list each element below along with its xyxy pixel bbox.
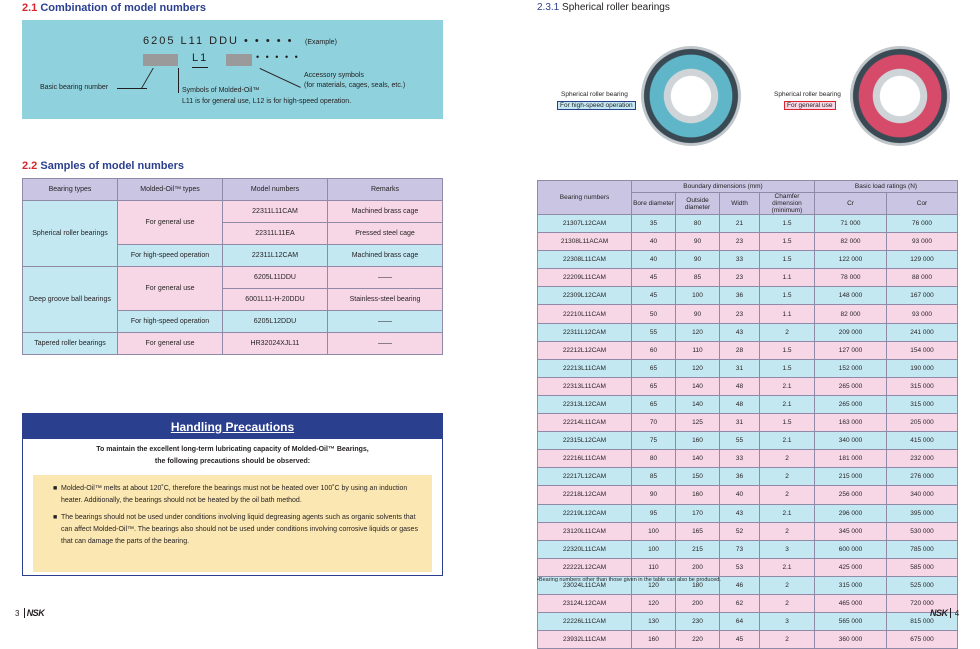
value-cell: 565 000: [815, 613, 887, 631]
image-caption: Spherical roller bearing: [561, 91, 628, 98]
value-cell: 33: [720, 450, 760, 468]
value-cell: 1.5: [760, 287, 815, 305]
l1-code: L1: [192, 52, 209, 64]
remark-cell: ——: [328, 267, 443, 289]
remark-cell: ——: [328, 311, 443, 333]
table-row: [23, 333, 443, 355]
value-cell: 1.5: [760, 233, 815, 251]
value-cell: 2.1: [760, 377, 815, 395]
model-cell: HR32024XJL11: [223, 333, 328, 355]
column-header: Bearing numbers: [538, 181, 632, 215]
bearing-number-cell: 22216L11CAM: [538, 450, 632, 468]
value-cell: 23: [720, 233, 760, 251]
value-cell: 90: [676, 233, 720, 251]
value-cell: 345 000: [815, 522, 887, 540]
value-cell: 28: [720, 341, 760, 359]
oil-type-cell: For high-speed operation: [118, 245, 223, 267]
value-cell: 2: [760, 323, 815, 341]
value-cell: 785 000: [887, 540, 958, 558]
value-cell: 40: [632, 233, 676, 251]
value-cell: 48: [720, 395, 760, 413]
value-cell: 36: [720, 468, 760, 486]
value-cell: 600 000: [815, 540, 887, 558]
value-cell: 80: [676, 215, 720, 233]
model-cell: 22311L11CAM: [223, 201, 328, 223]
handling-header: [23, 414, 442, 439]
value-cell: 31: [720, 414, 760, 432]
value-cell: 2.1: [760, 558, 815, 576]
column-header: Bore diameter: [632, 193, 676, 215]
value-cell: 154 000: [887, 341, 958, 359]
remark-cell: Machined brass cage: [328, 201, 443, 223]
value-cell: 675 000: [887, 631, 958, 649]
column-header: Molded-Oil™ types: [118, 179, 223, 201]
value-cell: 129 000: [887, 251, 958, 269]
value-cell: 150: [676, 468, 720, 486]
bearing-number-cell: 22309L12CAM: [538, 287, 632, 305]
value-cell: 1.1: [760, 269, 815, 287]
bearing-number-cell: 22308L11CAM: [538, 251, 632, 269]
value-cell: 2: [760, 486, 815, 504]
precaution-item: [53, 483, 418, 507]
model-cell: 22311L11EA: [223, 223, 328, 245]
model-cell: 6205L12DDU: [223, 311, 328, 333]
value-cell: 82 000: [815, 233, 887, 251]
table-row: [538, 377, 958, 395]
value-cell: 2: [760, 522, 815, 540]
value-cell: 35: [632, 215, 676, 233]
oil-type-cell: For general use: [118, 333, 223, 355]
value-cell: 90: [632, 486, 676, 504]
value-cell: 50: [632, 305, 676, 323]
value-cell: 23: [720, 305, 760, 323]
table-row: [538, 631, 958, 649]
value-cell: 525 000: [887, 576, 958, 594]
table-row: [538, 486, 958, 504]
value-cell: 296 000: [815, 504, 887, 522]
value-cell: 465 000: [815, 594, 887, 612]
bearing-number-cell: 22209L11CAM: [538, 269, 632, 287]
nsk-logo: NSK: [24, 608, 45, 618]
value-cell: 78 000: [815, 269, 887, 287]
column-header: Boundary dimensions (mm): [632, 181, 815, 193]
value-cell: 1.5: [760, 341, 815, 359]
value-cell: 125: [676, 414, 720, 432]
value-cell: 209 000: [815, 323, 887, 341]
value-cell: 160: [676, 432, 720, 450]
value-cell: 215 000: [815, 468, 887, 486]
precaution-text: Molded-Oil™ melts at about 120˚C, therefore the bearings must not be heated over 100˚C by using an induction heater. Additionally, the bearings should not be heated by the oil bath method.: [61, 485, 408, 504]
value-cell: 256 000: [815, 486, 887, 504]
value-cell: 62: [720, 594, 760, 612]
value-cell: 1.5: [760, 251, 815, 269]
value-cell: 425 000: [815, 558, 887, 576]
value-cell: 65: [632, 377, 676, 395]
value-cell: 70: [632, 414, 676, 432]
image-caption: Spherical roller bearing: [774, 91, 841, 98]
value-cell: 76 000: [887, 215, 958, 233]
bearing-number-cell: 23120L11CAM: [538, 522, 632, 540]
bearing-number-cell: 23932L11CAM: [538, 631, 632, 649]
section-number: 2.2: [22, 160, 38, 172]
value-cell: 1.5: [760, 414, 815, 432]
bearing-number-cell: 22210L11CAM: [538, 305, 632, 323]
table-row: [538, 414, 958, 432]
example-code-line: 6205 L11 DDU • • • • •: [143, 35, 294, 47]
value-cell: 53: [720, 558, 760, 576]
connector-line: [141, 68, 154, 88]
value-cell: 80: [632, 450, 676, 468]
value-cell: 2.1: [760, 504, 815, 522]
value-cell: 100: [632, 540, 676, 558]
precaution-item: [53, 512, 418, 548]
value-cell: 45: [632, 269, 676, 287]
value-cell: 2: [760, 576, 815, 594]
basic-number-placeholder: [143, 54, 178, 66]
table-row: [538, 540, 958, 558]
bearing-number-cell: 23024L11CAM: [538, 576, 632, 594]
value-cell: 90: [676, 251, 720, 269]
value-cell: 276 000: [887, 468, 958, 486]
value-cell: 360 000: [815, 631, 887, 649]
column-header: Basic load ratings (N): [815, 181, 958, 193]
page-number: 4: [954, 609, 960, 618]
value-cell: 2: [760, 594, 815, 612]
column-header: Bearing types: [23, 179, 118, 201]
column-header: Model numbers: [223, 179, 328, 201]
bearing-number-cell: 22217L12CAM: [538, 468, 632, 486]
column-header: Remarks: [328, 179, 443, 201]
bearing-number-cell: 22212L12CAM: [538, 341, 632, 359]
value-cell: 395 000: [887, 504, 958, 522]
nsk-logo: NSK: [930, 608, 951, 618]
value-cell: 82 000: [815, 305, 887, 323]
remark-cell: Pressed steel cage: [328, 223, 443, 245]
value-cell: 65: [632, 395, 676, 413]
value-cell: 110: [676, 341, 720, 359]
value-cell: 148 000: [815, 287, 887, 305]
value-cell: 95: [632, 504, 676, 522]
table-row: [538, 395, 958, 413]
value-cell: 190 000: [887, 359, 958, 377]
value-cell: 36: [720, 287, 760, 305]
value-cell: 71 000: [815, 215, 887, 233]
table-row: [538, 594, 958, 612]
bearing-number-cell: 22313L11CAM: [538, 377, 632, 395]
value-cell: 46: [720, 576, 760, 594]
symbols-label: Symbols of Molded-Oil™: [182, 87, 260, 94]
value-cell: 31: [720, 359, 760, 377]
value-cell: 232 000: [887, 450, 958, 468]
value-cell: 340 000: [815, 432, 887, 450]
table-row: [23, 201, 443, 223]
value-cell: 167 000: [887, 287, 958, 305]
oil-type-cell: For high-speed operation: [118, 311, 223, 333]
table-row: [538, 341, 958, 359]
model-cell: 6205L11DDU: [223, 267, 328, 289]
connector-line: [178, 68, 179, 93]
page-footer-left: [15, 608, 44, 618]
value-cell: 585 000: [887, 558, 958, 576]
image-tag: For general use: [784, 101, 836, 110]
table-row: [538, 305, 958, 323]
value-cell: 415 000: [887, 432, 958, 450]
table-row: [538, 323, 958, 341]
page-number: 3: [15, 609, 20, 618]
value-cell: 3: [760, 613, 815, 631]
table-row: [538, 468, 958, 486]
bearing-number-cell: 22315L12CAM: [538, 432, 632, 450]
value-cell: 152 000: [815, 359, 887, 377]
symbols-sub: L11 is for general use, L12 is for high-speed operation.: [182, 98, 352, 105]
value-cell: 1.1: [760, 305, 815, 323]
value-cell: 73: [720, 540, 760, 558]
handling-title: Handling Precautions: [170, 419, 295, 434]
bearing-number-cell: 22214L11CAM: [538, 414, 632, 432]
bullet-icon: ■: [53, 514, 58, 521]
value-cell: 160: [632, 631, 676, 649]
bearing-type-cell: Deep groove ball bearings: [23, 267, 118, 333]
value-cell: 33: [720, 251, 760, 269]
value-cell: 2: [760, 631, 815, 649]
value-cell: 100: [632, 522, 676, 540]
value-cell: 530 000: [887, 522, 958, 540]
page-footer-right: [930, 608, 959, 618]
section-number: 2.1: [22, 2, 38, 14]
value-cell: 315 000: [815, 576, 887, 594]
bearing-number-cell: 22311L12CAM: [538, 323, 632, 341]
samples-table: [22, 178, 443, 355]
value-cell: 110: [632, 558, 676, 576]
value-cell: 40: [632, 251, 676, 269]
section-2-3-1-title: [537, 2, 670, 13]
value-cell: 48: [720, 377, 760, 395]
bearing-number-cell: 21308L11ACAM: [538, 233, 632, 251]
section-title-text: Combination of model numbers: [40, 2, 206, 14]
value-cell: 60: [632, 341, 676, 359]
bearing-image-high-speed: [641, 46, 741, 146]
table-row: [538, 558, 958, 576]
value-cell: 90: [676, 305, 720, 323]
value-cell: 21: [720, 215, 760, 233]
precaution-text: The bearings should not be used under conditions involving liquid degreasing agents such as organic solvents that can affect Molded-Oil™. The bearings also should not be used under conditions involving corrosive liquids or gases that can damage the parts of the bearing.: [61, 514, 418, 545]
value-cell: 140: [676, 395, 720, 413]
value-cell: 220: [676, 631, 720, 649]
bearing-number-cell: 22313L12CAM: [538, 395, 632, 413]
value-cell: 85: [632, 468, 676, 486]
value-cell: 45: [720, 631, 760, 649]
oil-type-cell: For general use: [118, 201, 223, 245]
value-cell: 52: [720, 522, 760, 540]
bearing-image-general: [850, 46, 950, 146]
accessory-dots: • • • • •: [256, 52, 300, 62]
bearing-number-cell: 22222L12CAM: [538, 558, 632, 576]
column-header: Cr: [815, 193, 887, 215]
connector-line: [117, 88, 147, 89]
table-row: [538, 432, 958, 450]
value-cell: 163 000: [815, 414, 887, 432]
handling-precautions-box: [22, 413, 443, 576]
value-cell: 23: [720, 269, 760, 287]
intro-line-1: To maintain the excellent long-term lubricating capacity of Molded-Oil™ Bearings,: [96, 446, 369, 453]
table-row: [538, 504, 958, 522]
value-cell: 340 000: [887, 486, 958, 504]
bearing-number-cell: 22213L11CAM: [538, 359, 632, 377]
value-cell: 140: [676, 377, 720, 395]
value-cell: 160: [676, 486, 720, 504]
table-row: [23, 267, 443, 289]
accessory-symbols-sub: (for materials, cages, seals, etc.): [304, 82, 406, 89]
model-cell: 22311L12CAM: [223, 245, 328, 267]
value-cell: 265 000: [815, 395, 887, 413]
section-title-text: Spherical roller bearings: [562, 2, 670, 13]
value-cell: 120: [632, 594, 676, 612]
value-cell: 3: [760, 540, 815, 558]
value-cell: 241 000: [887, 323, 958, 341]
value-cell: 64: [720, 613, 760, 631]
value-cell: 181 000: [815, 450, 887, 468]
table-row: [538, 359, 958, 377]
remark-cell: ——: [328, 333, 443, 355]
value-cell: 2: [760, 450, 815, 468]
example-label: (Example): [305, 39, 337, 46]
spec-table-body: [538, 215, 958, 649]
connector-line: [192, 67, 208, 68]
value-cell: 2.1: [760, 395, 815, 413]
basic-bearing-number-label: Basic bearing number: [40, 84, 109, 91]
precautions-panel: [33, 475, 432, 572]
value-cell: 55: [632, 323, 676, 341]
section-2-2-title: [22, 160, 184, 172]
value-cell: 43: [720, 504, 760, 522]
bullet-icon: ■: [53, 485, 58, 492]
remark-cell: Stainless-steel bearing: [328, 289, 443, 311]
bearing-type-cell: Tapered roller bearings: [23, 333, 118, 355]
value-cell: 230: [676, 613, 720, 631]
value-cell: 45: [632, 287, 676, 305]
value-cell: 93 000: [887, 233, 958, 251]
table-row: [538, 613, 958, 631]
table-row: [538, 251, 958, 269]
image-tag: For high-speed operation: [557, 101, 636, 110]
value-cell: 88 000: [887, 269, 958, 287]
value-cell: 200: [676, 558, 720, 576]
table-row: [538, 522, 958, 540]
value-cell: 75: [632, 432, 676, 450]
intro-line-2: the following precautions should be observed:: [154, 458, 311, 465]
bearing-number-cell: 21307L12CAM: [538, 215, 632, 233]
value-cell: 2.1: [760, 432, 815, 450]
accessory-placeholder: [226, 54, 252, 66]
section-number: 2.3.1: [537, 2, 560, 13]
value-cell: 120: [676, 359, 720, 377]
column-header: Width: [720, 193, 760, 215]
section-title-text: Samples of model numbers: [40, 160, 185, 172]
value-cell: 170: [676, 504, 720, 522]
value-cell: 40: [720, 486, 760, 504]
oil-type-cell: For general use: [118, 267, 223, 311]
value-cell: 165: [676, 522, 720, 540]
table-header-row: [23, 179, 443, 201]
column-header: Outside diameter: [676, 193, 720, 215]
bearing-number-cell: 22320L11CAM: [538, 540, 632, 558]
table-row: [538, 269, 958, 287]
value-cell: 1.5: [760, 215, 815, 233]
value-cell: 180: [676, 576, 720, 594]
value-cell: 120: [632, 576, 676, 594]
value-cell: 130: [632, 613, 676, 631]
value-cell: 315 000: [887, 377, 958, 395]
column-header: Cor: [887, 193, 958, 215]
value-cell: 815 000: [887, 613, 958, 631]
value-cell: 205 000: [887, 414, 958, 432]
connector-line: [260, 68, 301, 88]
model-number-combination-diagram: [22, 20, 443, 119]
section-2-1-title: [22, 2, 206, 14]
bearing-number-cell: 22218L12CAM: [538, 486, 632, 504]
table-header-row: [538, 181, 958, 193]
table-row: [538, 450, 958, 468]
value-cell: 120: [676, 323, 720, 341]
table-row: [538, 233, 958, 251]
table-row: [538, 287, 958, 305]
value-cell: 43: [720, 323, 760, 341]
bearing-number-cell: 23124L12CAM: [538, 594, 632, 612]
value-cell: 122 000: [815, 251, 887, 269]
value-cell: 265 000: [815, 377, 887, 395]
handling-intro: [23, 444, 442, 468]
value-cell: 140: [676, 450, 720, 468]
bearing-number-cell: 22226L11CAM: [538, 613, 632, 631]
value-cell: 200: [676, 594, 720, 612]
value-cell: 315 000: [887, 395, 958, 413]
value-cell: 65: [632, 359, 676, 377]
accessory-symbols-label: Accessory symbols: [304, 72, 364, 79]
remark-cell: Machined brass cage: [328, 245, 443, 267]
model-cell: 6001L11-H-20DDU: [223, 289, 328, 311]
table-row: [538, 215, 958, 233]
bearing-number-cell: 22219L12CAM: [538, 504, 632, 522]
column-header: Chamfer dimension (minimum): [760, 193, 815, 215]
value-cell: 85: [676, 269, 720, 287]
value-cell: 215: [676, 540, 720, 558]
value-cell: 720 000: [887, 594, 958, 612]
value-cell: 2: [760, 468, 815, 486]
value-cell: 100: [676, 287, 720, 305]
value-cell: 93 000: [887, 305, 958, 323]
value-cell: 1.5: [760, 359, 815, 377]
value-cell: 127 000: [815, 341, 887, 359]
value-cell: 55: [720, 432, 760, 450]
bearing-type-cell: Spherical roller bearings: [23, 201, 118, 267]
footnote: •Bearing numbers other than those given in the table can also be produced.: [537, 577, 721, 583]
